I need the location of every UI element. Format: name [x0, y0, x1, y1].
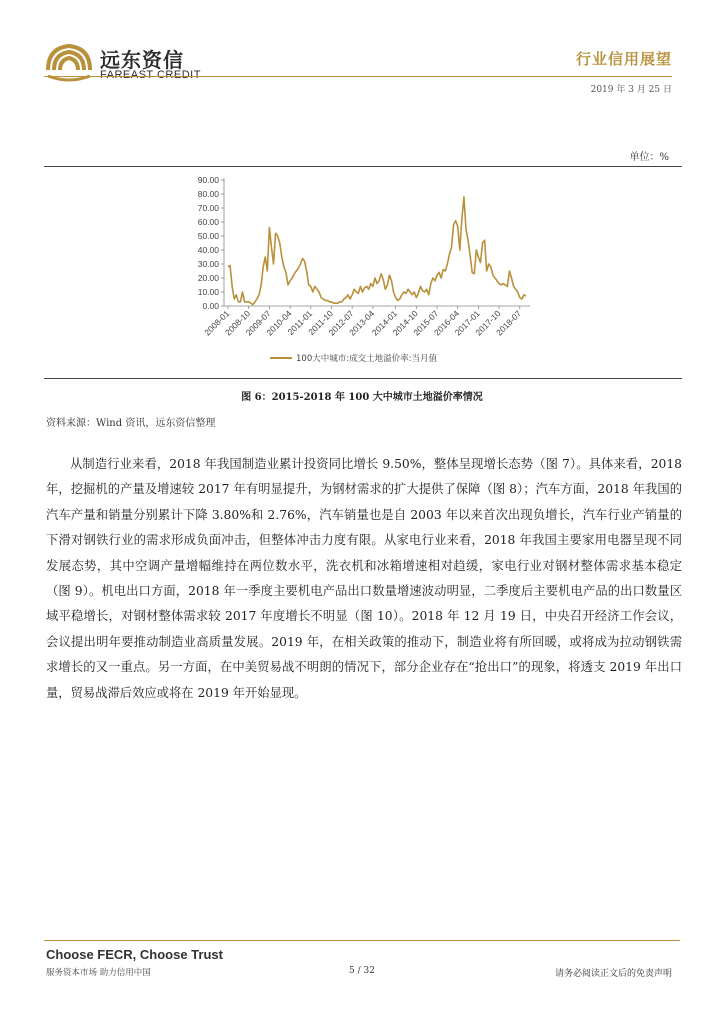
x-tick-label: 2013-04	[347, 308, 377, 338]
x-tick-label: 2012-07	[326, 308, 356, 338]
figure-source: 资料来源：Wind 资讯，远东资信整理	[46, 418, 216, 429]
chart-unit: 单位：%	[629, 152, 669, 163]
body-paragraph: 从制造行业来看，2018 年我国制造业累计投资同比增长 9.50%，整体呈现增长态势（图 7）。具体来看，2018 年，挖掘机的产量及增速较 2017 年有明显提升，为钢材需求的扩大提供了保障（图 8）；汽车方面，2018 年我国的汽车产量和销量分别累计下降 3.80%和 2.76%，汽车销量也是自 2003 年以来首次出现负增长，汽车行业产销量的下滑对钢铁行业的需求形成负面冲击，但整体冲击力度有限。从家电行业来看，2018 年我国主要家用电器呈现不同发展态势，其中空调产量增幅维持在两位数水平，洗衣机和冰箱增速相对趋缓，家电行业对钢材整体需求基本稳定（图 9）。机电出口方面，2018 年一季度主要机电产品出口数量增速波动明显，二季度后主要机电产品的出口数量区域平稳增长，对钢材整体需求较 2017 年度增长不明显（图 10）。2018 年 12 月 19 日，中央召开经济工作会议，会议提出明年要推动制造业高质量发展。2019 年，在相关政策的推动下，制造业将有所回暖，或将成为拉动钢铁需求增长的又一重点。另一方面，在中美贸易战不明朗的情况下，部分企业存在“抢出口”的现象，将透支 2019 年出口量，贸易战滞后效应或将在 2019 年开始显现。	[46, 457, 682, 700]
x-tick-label: 2009-07	[243, 308, 273, 338]
brand-name-cn: 远东资信	[100, 48, 184, 72]
footer-disclaimer: 请务必阅读正文后的免责声明	[554, 969, 672, 979]
figure-caption: 图 6：2015-2018 年 100 大中城市土地溢价率情况	[241, 392, 483, 403]
y-tick-label: 70.00	[197, 203, 219, 213]
page-header	[0, 0, 724, 100]
x-tick-label: 2014-10	[390, 308, 420, 338]
x-tick-label: 2011-01	[285, 308, 315, 338]
header-divider	[44, 76, 672, 77]
x-tick-label: 2015-07	[411, 308, 441, 338]
report-date: 2019 年 3 月 25 日	[590, 85, 672, 95]
page-number: 5 / 32	[349, 966, 375, 976]
x-tick-label: 2017-10	[473, 308, 503, 338]
report-type: 行业信用展望	[575, 50, 672, 68]
y-tick-label: 30.00	[197, 259, 219, 269]
x-tick-label: 2008-10	[222, 308, 253, 338]
y-tick-label: 40.00	[197, 245, 219, 255]
series-line	[228, 197, 526, 305]
land-premium-line-chart	[180, 168, 540, 376]
chart-top-border	[44, 166, 682, 167]
y-tick-label: 90.00	[197, 175, 219, 185]
legend-label: 100大中城市:成交土地溢价率:当月值	[296, 354, 437, 364]
y-tick-label: 60.00	[197, 217, 219, 227]
chart-bottom-border	[44, 378, 682, 379]
y-tick-label: 50.00	[197, 231, 219, 241]
y-tick-label: 0.00	[202, 301, 219, 311]
x-tick-label: 2008-01	[202, 308, 232, 338]
y-tick-label: 10.00	[197, 287, 219, 297]
x-tick-label: 2014-01	[369, 308, 400, 338]
x-tick-label: 2018-07	[494, 308, 524, 338]
footer-sub-slogan: 服务资本市场 助力信用中国	[46, 968, 151, 978]
x-tick-label: 2017-01	[452, 308, 482, 338]
x-tick-label: 2016-04	[431, 308, 462, 338]
x-tick-label: 2011-10	[306, 308, 335, 338]
fareast-logo-icon	[44, 40, 94, 84]
y-tick-label: 20.00	[197, 273, 219, 283]
footer-slogan: Choose FECR, Choose Trust	[46, 947, 223, 962]
footer-divider	[44, 940, 680, 941]
y-tick-label: 80.00	[197, 189, 219, 199]
x-tick-label: 2010-04	[264, 308, 294, 338]
brand-name-en: FAREAST CREDIT	[100, 69, 201, 81]
